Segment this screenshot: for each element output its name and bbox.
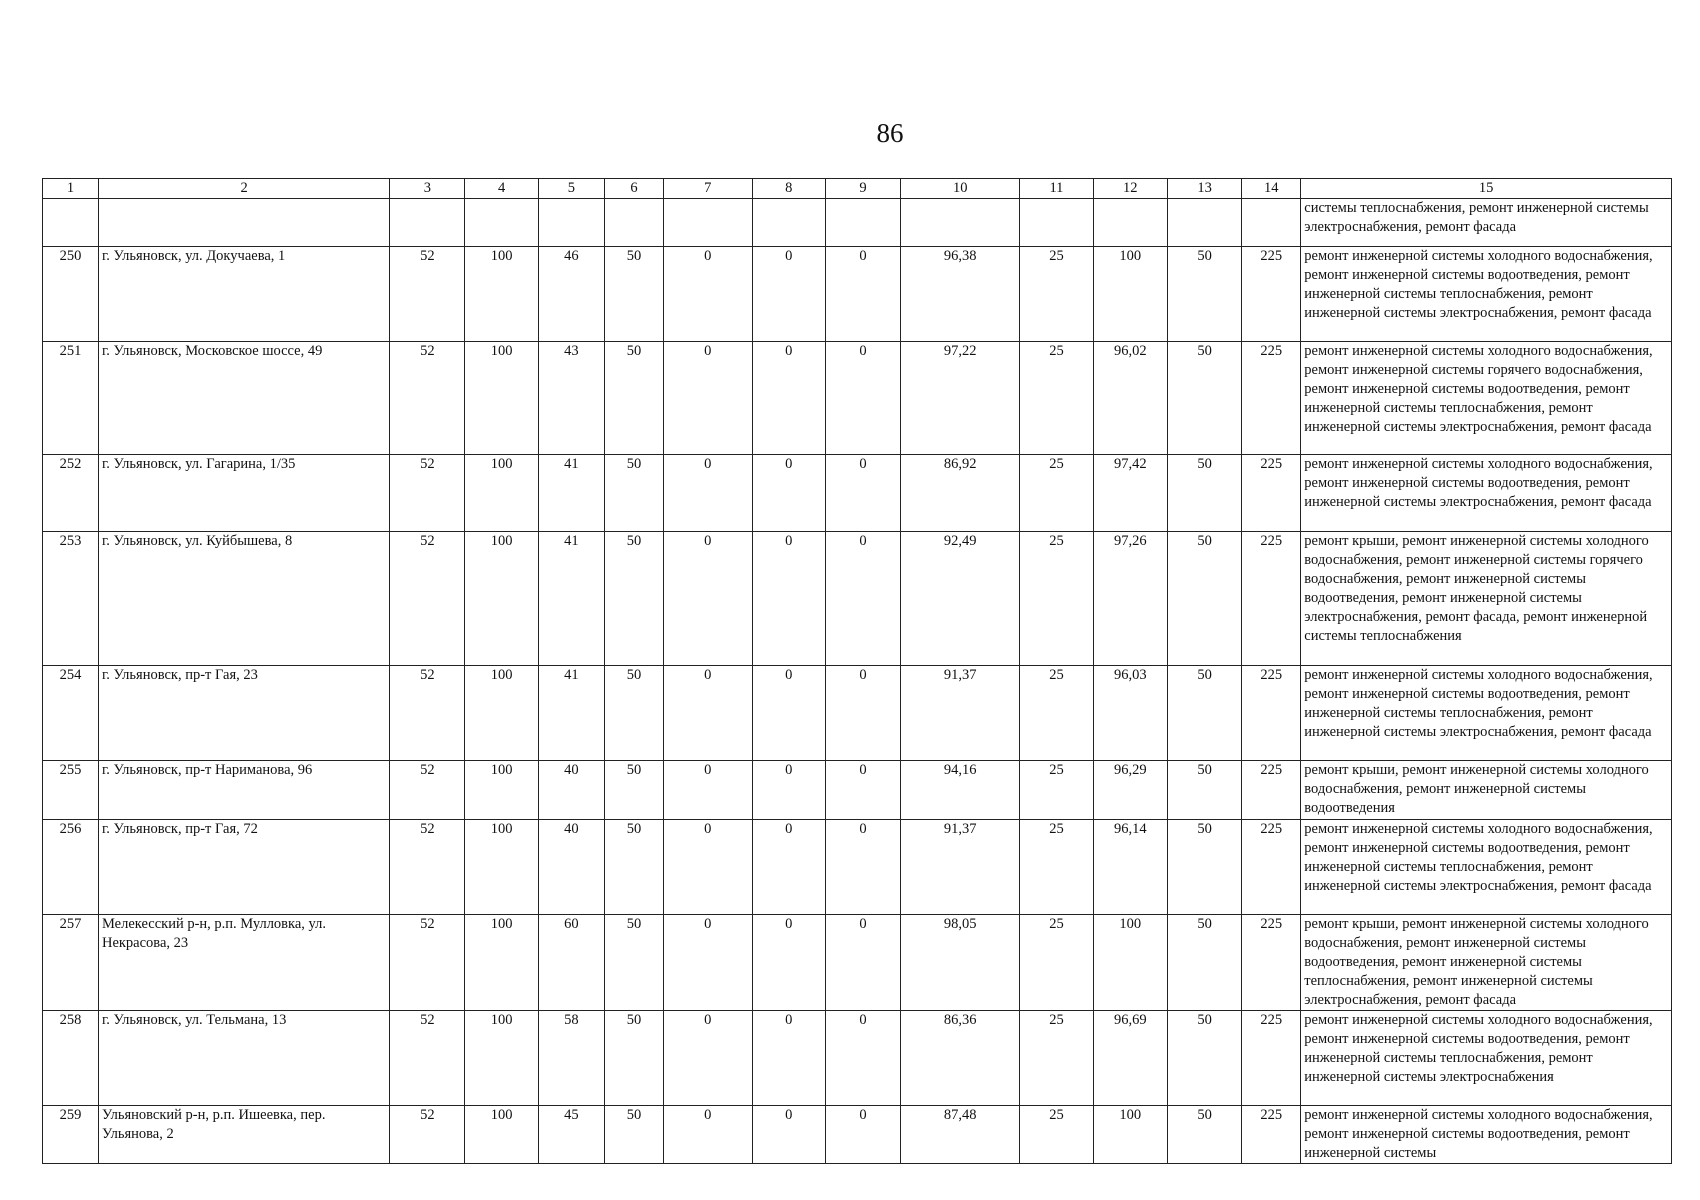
col5-cell: 41 (538, 532, 604, 666)
col11-cell: 25 (1020, 247, 1093, 342)
col4-cell: 100 (465, 247, 538, 342)
col8-cell: 0 (752, 820, 825, 915)
col9-cell: 0 (825, 342, 900, 455)
col9-cell: 0 (825, 455, 900, 532)
col11-cell: 25 (1020, 915, 1093, 1011)
col9-cell: 0 (825, 761, 900, 820)
header-cell: 7 (664, 179, 753, 199)
col8-cell: 0 (752, 915, 825, 1011)
col14-cell: 225 (1242, 532, 1301, 666)
works-cell: ремонт крыши, ремонт инженерной системы холодного водоснабжения, ремонт инженерной системы горячего водоснабжения, ремонт инженерной системы водоотведения, ремонт инженерной системы электроснабжения, ремонт фасада, ремонт инженерной системы теплоснабжения (1301, 532, 1672, 666)
col6-cell: 50 (604, 761, 663, 820)
col3-cell: 52 (390, 1011, 465, 1106)
address-cell: г. Ульяновск, пр-т Гая, 72 (98, 820, 389, 915)
col10-cell: 96,38 (901, 247, 1020, 342)
works-cell: ремонт крыши, ремонт инженерной системы холодного водоснабжения, ремонт инженерной системы водоотведения, ремонт инженерной системы теплоснабжения, ремонт инженерной системы электроснабжения, ремонт фасада (1301, 915, 1672, 1011)
header-cell: 3 (390, 179, 465, 199)
header-cell: 15 (1301, 179, 1672, 199)
header-cell: 12 (1093, 179, 1167, 199)
col4-cell: 100 (465, 532, 538, 666)
col6-cell: 50 (604, 666, 663, 761)
works-cell: ремонт инженерной системы холодного водоснабжения, ремонт инженерной системы водоотведения, ремонт инженерной системы теплоснабжения, ремонт инженерной системы электроснабжения, ремонт фасада (1301, 820, 1672, 915)
col7-cell: 0 (664, 915, 753, 1011)
row-number-cell: 254 (43, 666, 99, 761)
col5-cell: 40 (538, 820, 604, 915)
col13-cell: 50 (1167, 666, 1241, 761)
col3-cell: 52 (390, 666, 465, 761)
col9-cell: 0 (825, 1011, 900, 1106)
col7-cell: 0 (664, 666, 753, 761)
col11-cell: 25 (1020, 455, 1093, 532)
works-cell: системы теплоснабжения, ремонт инженерной системы электроснабжения, ремонт фасада (1301, 199, 1672, 247)
col5-cell: 43 (538, 342, 604, 455)
col14-cell: 225 (1242, 915, 1301, 1011)
col5-cell: 60 (538, 915, 604, 1011)
col6-cell: 50 (604, 532, 663, 666)
address-cell: г. Ульяновск, ул. Куйбышева, 8 (98, 532, 389, 666)
header-cell: 10 (901, 179, 1020, 199)
col10-cell: 86,36 (901, 1011, 1020, 1106)
col12-cell: 96,02 (1093, 342, 1167, 455)
col13-cell: 50 (1167, 247, 1241, 342)
address-cell: г. Ульяновск, Московское шоссе, 49 (98, 342, 389, 455)
header-cell: 2 (98, 179, 389, 199)
col7-cell: 0 (664, 820, 753, 915)
col11-cell (1020, 199, 1093, 247)
row-number-cell: 253 (43, 532, 99, 666)
col5-cell: 46 (538, 247, 604, 342)
col9-cell (825, 199, 900, 247)
col9-cell: 0 (825, 1106, 900, 1164)
col3-cell: 52 (390, 342, 465, 455)
table-row (43, 342, 1672, 455)
row-number-cell (43, 199, 99, 247)
works-cell: ремонт инженерной системы холодного водоснабжения, ремонт инженерной системы водоотведения, ремонт инженерной системы теплоснабжения, ремонт инженерной системы электроснабжения (1301, 1011, 1672, 1106)
col12-cell: 96,03 (1093, 666, 1167, 761)
col7-cell: 0 (664, 342, 753, 455)
works-cell: ремонт инженерной системы холодного водоснабжения, ремонт инженерной системы водоотведения, ремонт инженерной системы (1301, 1106, 1672, 1164)
col12-cell: 100 (1093, 915, 1167, 1011)
col6-cell: 50 (604, 247, 663, 342)
works-cell: ремонт инженерной системы холодного водоснабжения, ремонт инженерной системы водоотведения, ремонт инженерной системы теплоснабжения, ремонт инженерной системы электроснабжения, ремонт фасада (1301, 666, 1672, 761)
row-number-cell: 250 (43, 247, 99, 342)
row-number-cell: 252 (43, 455, 99, 532)
address-cell: г. Ульяновск, ул. Тельмана, 13 (98, 1011, 389, 1106)
row-number-cell: 256 (43, 820, 99, 915)
col7-cell: 0 (664, 455, 753, 532)
works-cell: ремонт инженерной системы холодного водоснабжения, ремонт инженерной системы водоотведения, ремонт инженерной системы электроснабжения, ремонт фасада (1301, 455, 1672, 532)
col8-cell: 0 (752, 1011, 825, 1106)
col10-cell: 98,05 (901, 915, 1020, 1011)
col6-cell: 50 (604, 1011, 663, 1106)
col13-cell: 50 (1167, 532, 1241, 666)
header-cell: 11 (1020, 179, 1093, 199)
col14-cell: 225 (1242, 1106, 1301, 1164)
col9-cell: 0 (825, 820, 900, 915)
table-row (43, 455, 1672, 532)
header-cell: 14 (1242, 179, 1301, 199)
col5-cell: 58 (538, 1011, 604, 1106)
col9-cell: 0 (825, 247, 900, 342)
data-table (42, 178, 1672, 1164)
col10-cell: 97,22 (901, 342, 1020, 455)
col11-cell: 25 (1020, 761, 1093, 820)
col14-cell: 225 (1242, 455, 1301, 532)
col13-cell: 50 (1167, 342, 1241, 455)
table-row (43, 247, 1672, 342)
table-row (43, 915, 1672, 1011)
col8-cell: 0 (752, 761, 825, 820)
col7-cell: 0 (664, 1011, 753, 1106)
col7-cell: 0 (664, 247, 753, 342)
col8-cell: 0 (752, 247, 825, 342)
col14-cell: 225 (1242, 820, 1301, 915)
header-cell: 6 (604, 179, 663, 199)
col4-cell: 100 (465, 915, 538, 1011)
col7-cell: 0 (664, 1106, 753, 1164)
col6-cell: 50 (604, 820, 663, 915)
col4-cell: 100 (465, 1011, 538, 1106)
col3-cell: 52 (390, 761, 465, 820)
col11-cell: 25 (1020, 666, 1093, 761)
col4-cell: 100 (465, 455, 538, 532)
header-cell: 8 (752, 179, 825, 199)
col4-cell: 100 (465, 342, 538, 455)
col12-cell: 97,26 (1093, 532, 1167, 666)
address-cell: Мелекесский р-н, р.п. Мулловка, ул. Некрасова, 23 (98, 915, 389, 1011)
address-cell: г. Ульяновск, ул. Докучаева, 1 (98, 247, 389, 342)
col12-cell (1093, 199, 1167, 247)
col9-cell: 0 (825, 666, 900, 761)
col12-cell: 96,69 (1093, 1011, 1167, 1106)
col13-cell (1167, 199, 1241, 247)
col3-cell: 52 (390, 532, 465, 666)
col10-cell: 86,92 (901, 455, 1020, 532)
col7-cell: 0 (664, 532, 753, 666)
col6-cell: 50 (604, 455, 663, 532)
col12-cell: 96,14 (1093, 820, 1167, 915)
col3-cell: 52 (390, 820, 465, 915)
works-cell: ремонт инженерной системы холодного водоснабжения, ремонт инженерной системы горячего водоснабжения, ремонт инженерной системы водоотведения, ремонт инженерной системы теплоснабжения, ремонт инженерной системы электроснабжения, ремонт фасада (1301, 342, 1672, 455)
address-cell (98, 199, 389, 247)
page-number: 86 (876, 118, 904, 148)
col5-cell: 41 (538, 455, 604, 532)
col5-cell: 41 (538, 666, 604, 761)
col7-cell (664, 199, 753, 247)
col14-cell: 225 (1242, 761, 1301, 820)
col14-cell: 225 (1242, 1011, 1301, 1106)
header-row (43, 179, 1672, 199)
table-row (43, 820, 1672, 915)
col13-cell: 50 (1167, 1011, 1241, 1106)
works-cell: ремонт инженерной системы холодного водоснабжения, ремонт инженерной системы водоотведения, ремонт инженерной системы теплоснабжения, ремонт инженерной системы электроснабжения, ремонт фасада (1301, 247, 1672, 342)
col11-cell: 25 (1020, 1106, 1093, 1164)
table-row (43, 532, 1672, 666)
works-cell: ремонт крыши, ремонт инженерной системы холодного водоснабжения, ремонт инженерной системы водоотведения (1301, 761, 1672, 820)
col10-cell: 91,37 (901, 820, 1020, 915)
col12-cell: 97,42 (1093, 455, 1167, 532)
col3-cell: 52 (390, 247, 465, 342)
col3-cell (390, 199, 465, 247)
col10-cell: 92,49 (901, 532, 1020, 666)
col4-cell: 100 (465, 820, 538, 915)
col3-cell: 52 (390, 455, 465, 532)
col8-cell: 0 (752, 666, 825, 761)
col11-cell: 25 (1020, 532, 1093, 666)
col14-cell: 225 (1242, 342, 1301, 455)
col5-cell: 40 (538, 761, 604, 820)
col6-cell (604, 199, 663, 247)
col10-cell: 91,37 (901, 666, 1020, 761)
col12-cell: 100 (1093, 1106, 1167, 1164)
address-cell: г. Ульяновск, пр-т Нариманова, 96 (98, 761, 389, 820)
table-row (43, 1106, 1672, 1164)
col4-cell: 100 (465, 761, 538, 820)
row-number-cell: 251 (43, 342, 99, 455)
col7-cell: 0 (664, 761, 753, 820)
col11-cell: 25 (1020, 1011, 1093, 1106)
header-cell: 5 (538, 179, 604, 199)
col9-cell: 0 (825, 532, 900, 666)
col14-cell (1242, 199, 1301, 247)
col5-cell: 45 (538, 1106, 604, 1164)
col4-cell: 100 (465, 666, 538, 761)
col11-cell: 25 (1020, 820, 1093, 915)
col6-cell: 50 (604, 915, 663, 1011)
col11-cell: 25 (1020, 342, 1093, 455)
table-row (43, 761, 1672, 820)
col8-cell: 0 (752, 1106, 825, 1164)
col3-cell: 52 (390, 915, 465, 1011)
header-cell: 9 (825, 179, 900, 199)
col12-cell: 100 (1093, 247, 1167, 342)
col8-cell (752, 199, 825, 247)
table-row (43, 199, 1672, 247)
col13-cell: 50 (1167, 455, 1241, 532)
header-cell: 1 (43, 179, 99, 199)
col4-cell (465, 199, 538, 247)
table-row (43, 1011, 1672, 1106)
col6-cell: 50 (604, 342, 663, 455)
col10-cell: 87,48 (901, 1106, 1020, 1164)
header-cell: 4 (465, 179, 538, 199)
row-number-cell: 257 (43, 915, 99, 1011)
col8-cell: 0 (752, 455, 825, 532)
row-number-cell: 255 (43, 761, 99, 820)
address-cell: г. Ульяновск, ул. Гагарина, 1/35 (98, 455, 389, 532)
col10-cell (901, 199, 1020, 247)
col10-cell: 94,16 (901, 761, 1020, 820)
col14-cell: 225 (1242, 666, 1301, 761)
col12-cell: 96,29 (1093, 761, 1167, 820)
col5-cell (538, 199, 604, 247)
col3-cell: 52 (390, 1106, 465, 1164)
address-cell: Ульяновский р-н, р.п. Ишеевка, пер. Ульянова, 2 (98, 1106, 389, 1164)
col8-cell: 0 (752, 342, 825, 455)
col6-cell: 50 (604, 1106, 663, 1164)
row-number-cell: 258 (43, 1011, 99, 1106)
col13-cell: 50 (1167, 761, 1241, 820)
col13-cell: 50 (1167, 1106, 1241, 1164)
col4-cell: 100 (465, 1106, 538, 1164)
col14-cell: 225 (1242, 247, 1301, 342)
table-row (43, 666, 1672, 761)
col9-cell: 0 (825, 915, 900, 1011)
header-cell: 13 (1167, 179, 1241, 199)
col8-cell: 0 (752, 532, 825, 666)
address-cell: г. Ульяновск, пр-т Гая, 23 (98, 666, 389, 761)
col13-cell: 50 (1167, 820, 1241, 915)
col13-cell: 50 (1167, 915, 1241, 1011)
row-number-cell: 259 (43, 1106, 99, 1164)
